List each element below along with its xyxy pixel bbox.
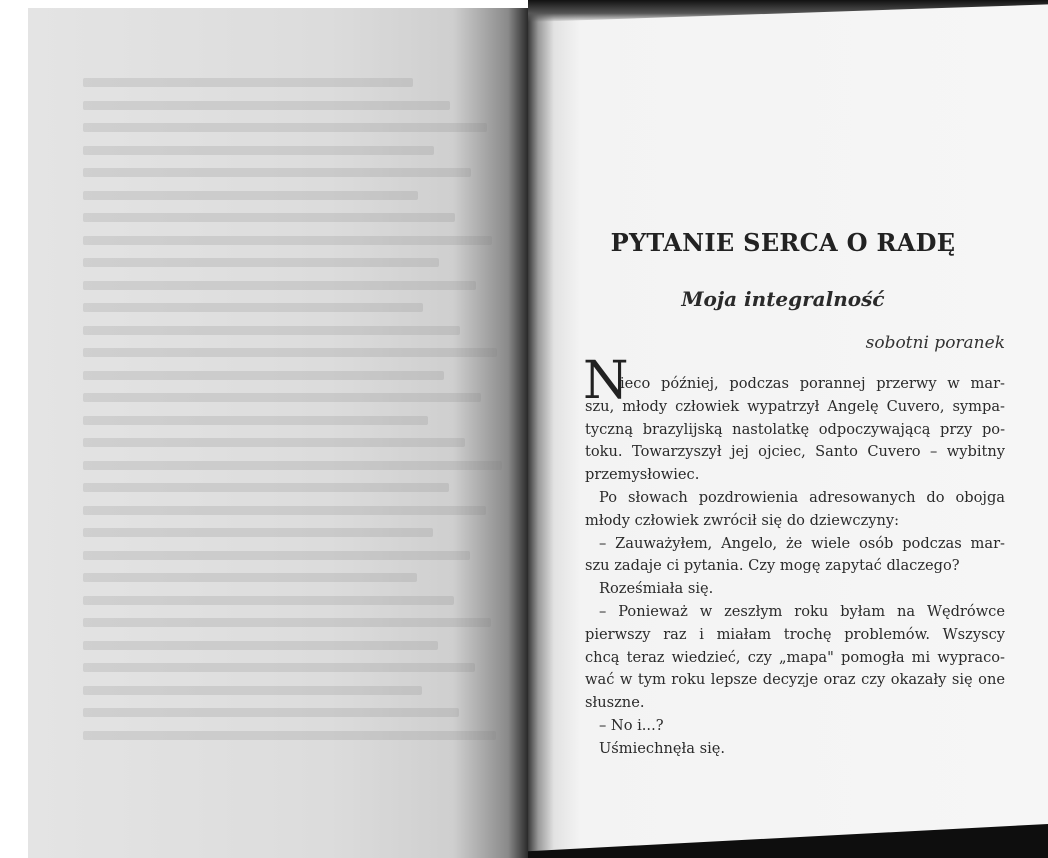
- bleedthrough-line: [83, 528, 433, 537]
- bleedthrough-line: [83, 618, 491, 627]
- bleedthrough-line: [83, 573, 417, 582]
- text-line: przemysłowiec.: [585, 466, 700, 484]
- bleedthrough-line: [83, 281, 476, 290]
- bleedthrough-line: [83, 101, 450, 110]
- bleedthrough-line: [83, 123, 487, 132]
- text-line: – No i...?: [599, 716, 664, 734]
- bleedthrough-line: [83, 213, 455, 222]
- bleedthrough-line: [83, 461, 502, 470]
- bleedthrough-line: [83, 731, 496, 740]
- text-line: – Zauważyłem, Angelo, że wiele osób podczas mar-: [599, 534, 1005, 552]
- bleedthrough-line: [83, 146, 434, 155]
- text-line: szu, młody człowiek wypatrzył Angelę Cuvero, sympa-: [585, 397, 1005, 415]
- text-line: słuszne.: [585, 694, 645, 712]
- bleedthrough-line: [83, 303, 423, 312]
- bleedthrough-line: [83, 416, 428, 425]
- bleedthrough-line: [83, 78, 413, 87]
- bleedthrough-line: [83, 258, 439, 267]
- bleedthrough-line: [83, 191, 418, 200]
- body-text: [583, 351, 1005, 761]
- text-line: toku. Towarzyszył jej ojciec, Santo Cuvero – wybitny: [585, 443, 1005, 461]
- text-line: młody człowiek zwrócił się do dziewczyny:: [585, 511, 900, 529]
- text-line: szu zadaje ci pytania. Czy mogę zapytać dlaczego?: [585, 557, 960, 575]
- bleedthrough-line: [83, 483, 449, 492]
- bleedthrough-line: [83, 551, 470, 560]
- bleedthrough-line: [83, 326, 460, 335]
- drop-cap: N: [583, 351, 629, 411]
- text-line: ieco później, podczas porannej przerwy w mar-: [620, 375, 1005, 392]
- bleedthrough-line: [83, 686, 422, 695]
- bleedthrough-line: [83, 641, 438, 650]
- text-line: pierwszy raz i miałam trochę problemów. Wszyscy: [585, 625, 1005, 643]
- bleedthrough-line: [83, 506, 486, 515]
- section-title: Moja integralność: [681, 287, 885, 311]
- bleedthrough-line: [83, 596, 454, 605]
- text-line: tyczną brazylijską nastolatkę odpoczywającą przy po-: [585, 420, 1005, 438]
- bleedthrough-line: [83, 348, 497, 357]
- dateline: sobotni poranek: [865, 333, 1005, 353]
- text-line: Roześmiała się.: [599, 580, 714, 598]
- text-line: wać w tym roku lepsze decyzje oraz czy okazały się one: [585, 671, 1005, 689]
- chapter-title: PYTANIE SERCA O RADĘ: [610, 228, 956, 257]
- bleedthrough-line: [83, 708, 459, 717]
- bleedthrough-line: [83, 236, 492, 245]
- bleedthrough-line: [83, 663, 475, 672]
- bleedthrough-line: [83, 393, 481, 402]
- text-line: chcą teraz wiedzieć, czy „mapa" pomogła mi wypraco-: [585, 648, 1005, 666]
- left-page-bleedthrough: [28, 8, 528, 858]
- text-line: Uśmiechnęła się.: [599, 739, 726, 757]
- bleedthrough-line: [83, 371, 444, 380]
- bleedthrough-line: [83, 168, 471, 177]
- text-line: – Ponieważ w zeszłym roku byłam na Wędrówce: [599, 602, 1005, 620]
- bleedthrough-line: [83, 438, 465, 447]
- text-line: Po słowach pozdrowienia adresowanych do obojga: [599, 488, 1005, 506]
